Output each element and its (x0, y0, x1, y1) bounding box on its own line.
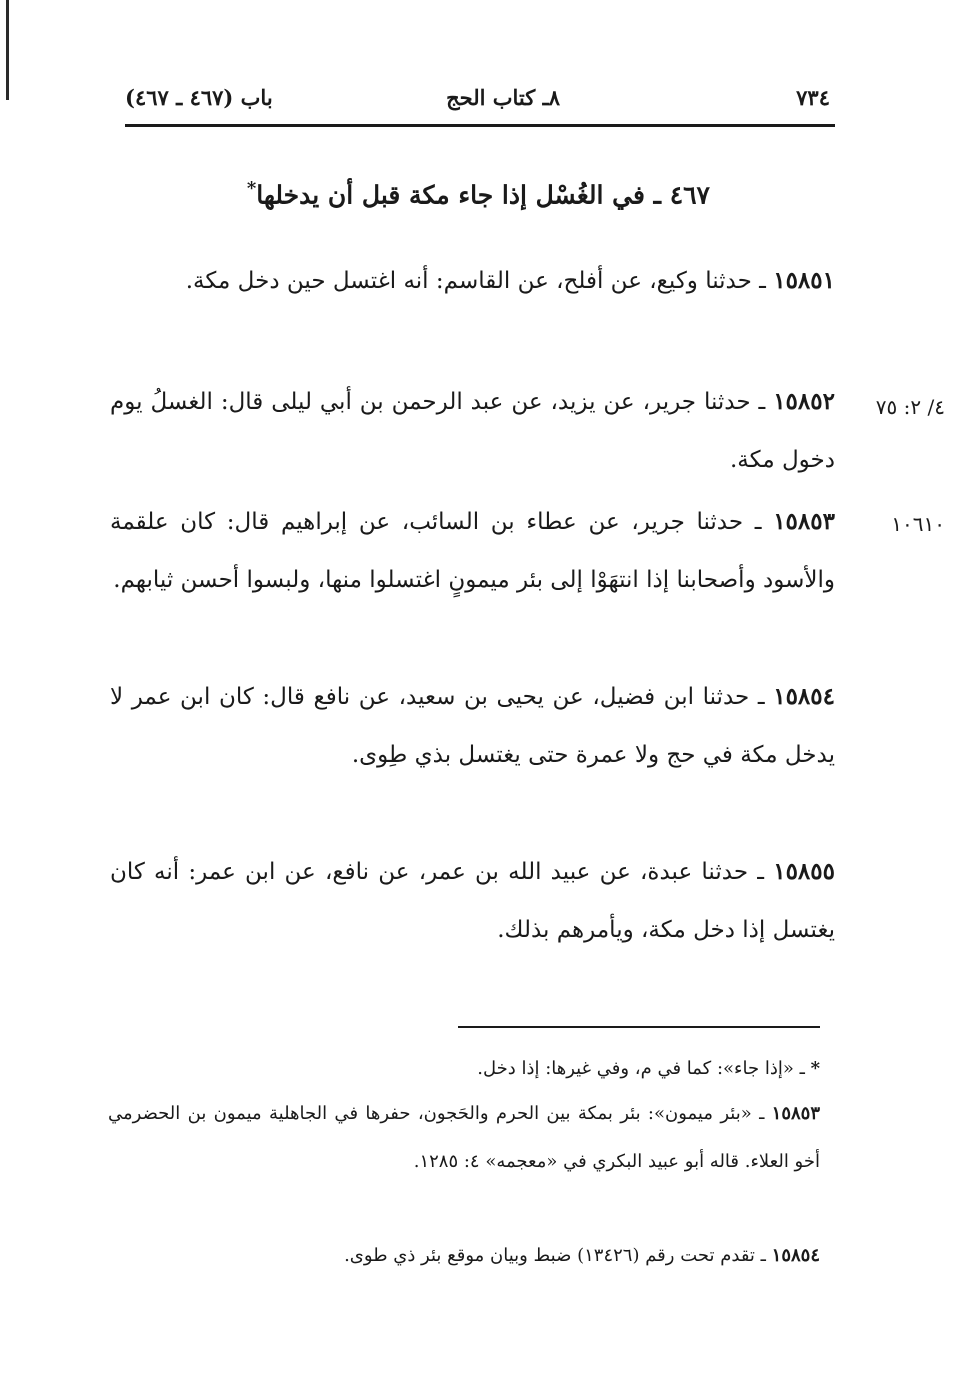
margin-reference: ١٠٦١٠ (891, 512, 945, 536)
footnote: ١٥٨٥٤ ـ تقدم تحت رقم (١٣٤٢٦) ضبط وبيان موقع بئر ذي طوى. (344, 1245, 820, 1266)
hadith-text: حدثنا جرير، عن يزيد، عن عبد الرحمن بن أبي ليلى قال: الغسلُ يوم دخول مكة. (110, 389, 835, 473)
footnote-text: تقدم تحت رقم (١٣٤٢٦) ضبط وبيان موقع بئر ذي طوى. (344, 1245, 755, 1266)
bab-range: باب (٤٦٧ ـ ٤٦٧) (125, 85, 273, 110)
margin-reference: ٤/ ٢: ٧٥ (875, 395, 945, 419)
header-rule (125, 124, 835, 127)
scan-edge-line (6, 0, 9, 100)
chapter-title (150, 178, 710, 209)
hadith-text: حدثنا عبدة، عن عبيد الله بن عمر، عن نافع، عن ابن عمر: أنه كان يغتسل إذا دخل مكة، ويأمرهم بذلك. (110, 859, 835, 943)
hadith-entry: ١٥٨٥٣ ـ حدثنا جرير، عن عطاء بن السائب، عن إبراهيم قال: كان علقمة والأسود وأصحابنا إذا انتهَوْا إلى بئر ميمونٍ اغتسلوا منها، ولبسوا أحسن ثيابهم. (110, 508, 835, 593)
footnote-text: «بئر ميمون»: بئر بمكة بين الحرم والحَجون، حفرها في الجاهلية ميمون بن الحضرمي أخو العلاء. قاله أبو عبيد البكري في «معجمه» ٤: ١٢٨٥. (108, 1103, 820, 1172)
book-title: ٨ـ كتاب الحج (446, 85, 560, 110)
running-header (125, 85, 830, 125)
hadith-number: ١٥٨٥٢ (773, 388, 835, 415)
hadith-text: حدثنا وكيع، عن أفلح، عن القاسم: أنه اغتسل حين دخل مكة. (185, 268, 752, 294)
footnote-rule (458, 1026, 820, 1028)
footnote-marker: * (246, 178, 257, 199)
chapter-title-text: ٤٦٧ ـ في الغُسْل إذا جاء مكة قبل أن يدخلها (256, 180, 710, 210)
hadith-entry: ١٥٨٥١ ـ حدثنا وكيع، عن أفلح، عن القاسم: أنه اغتسل حين دخل مكة. (185, 267, 835, 294)
footnote: * ـ «إذا جاء»: كما في م، وفي غيرها: إذا دخل. (477, 1058, 820, 1079)
hadith-text: حدثنا ابن فضيل، عن يحيى بن سعيد، عن نافع قال: كان ابن عمر لا يدخل مكة في حج ولا عمرة حتى يغتسل بذي طِوى. (110, 684, 835, 768)
hadith-entry: ١٥٨٥٥ ـ حدثنا عبدة، عن عبيد الله بن عمر، عن نافع، عن ابن عمر: أنه كان يغتسل إذا دخل مكة، ويأمرهم بذلك. (110, 858, 835, 943)
footnote-text: «إذا جاء»: كما في م، وفي غيرها: إذا دخل. (477, 1058, 794, 1079)
footnote-number: ١٥٨٥٣ (771, 1103, 821, 1124)
footnote-number: ١٥٨٥٤ (771, 1245, 820, 1266)
hadith-number: ١٥٨٥٤ (773, 683, 835, 710)
hadith-number: ١٥٨٥٣ (773, 508, 835, 535)
hadith-text: حدثنا جرير، عن عطاء بن السائب، عن إبراهيم قال: كان علقمة والأسود وأصحابنا إذا انتهَوْا إلى بئر ميمونٍ اغتسلوا منها، ولبسوا أحسن ثيابهم. (110, 509, 835, 593)
footnote-number: * (810, 1058, 820, 1079)
footnote: ١٥٨٥٣ ـ «بئر ميمون»: بئر بمكة بين الحرم والحَجون، حفرها في الجاهلية ميمون بن الحضرمي أخو العلاء. قاله أبو عبيد البكري في «معجمه» ٤: ١٢٨٥. (108, 1103, 821, 1172)
hadith-number: ١٥٨٥١ (773, 267, 835, 294)
page-number: ٧٣٤ (796, 85, 830, 110)
hadith-entry: ١٥٨٥٢ ـ حدثنا جرير، عن يزيد، عن عبد الرحمن بن أبي ليلى قال: الغسلُ يوم دخول مكة. (110, 388, 835, 473)
hadith-number: ١٥٨٥٥ (773, 858, 835, 885)
hadith-entry: ١٥٨٥٤ ـ حدثنا ابن فضيل، عن يحيى بن سعيد، عن نافع قال: كان ابن عمر لا يدخل مكة في حج ولا عمرة حتى يغتسل بذي طِوى. (110, 683, 835, 768)
